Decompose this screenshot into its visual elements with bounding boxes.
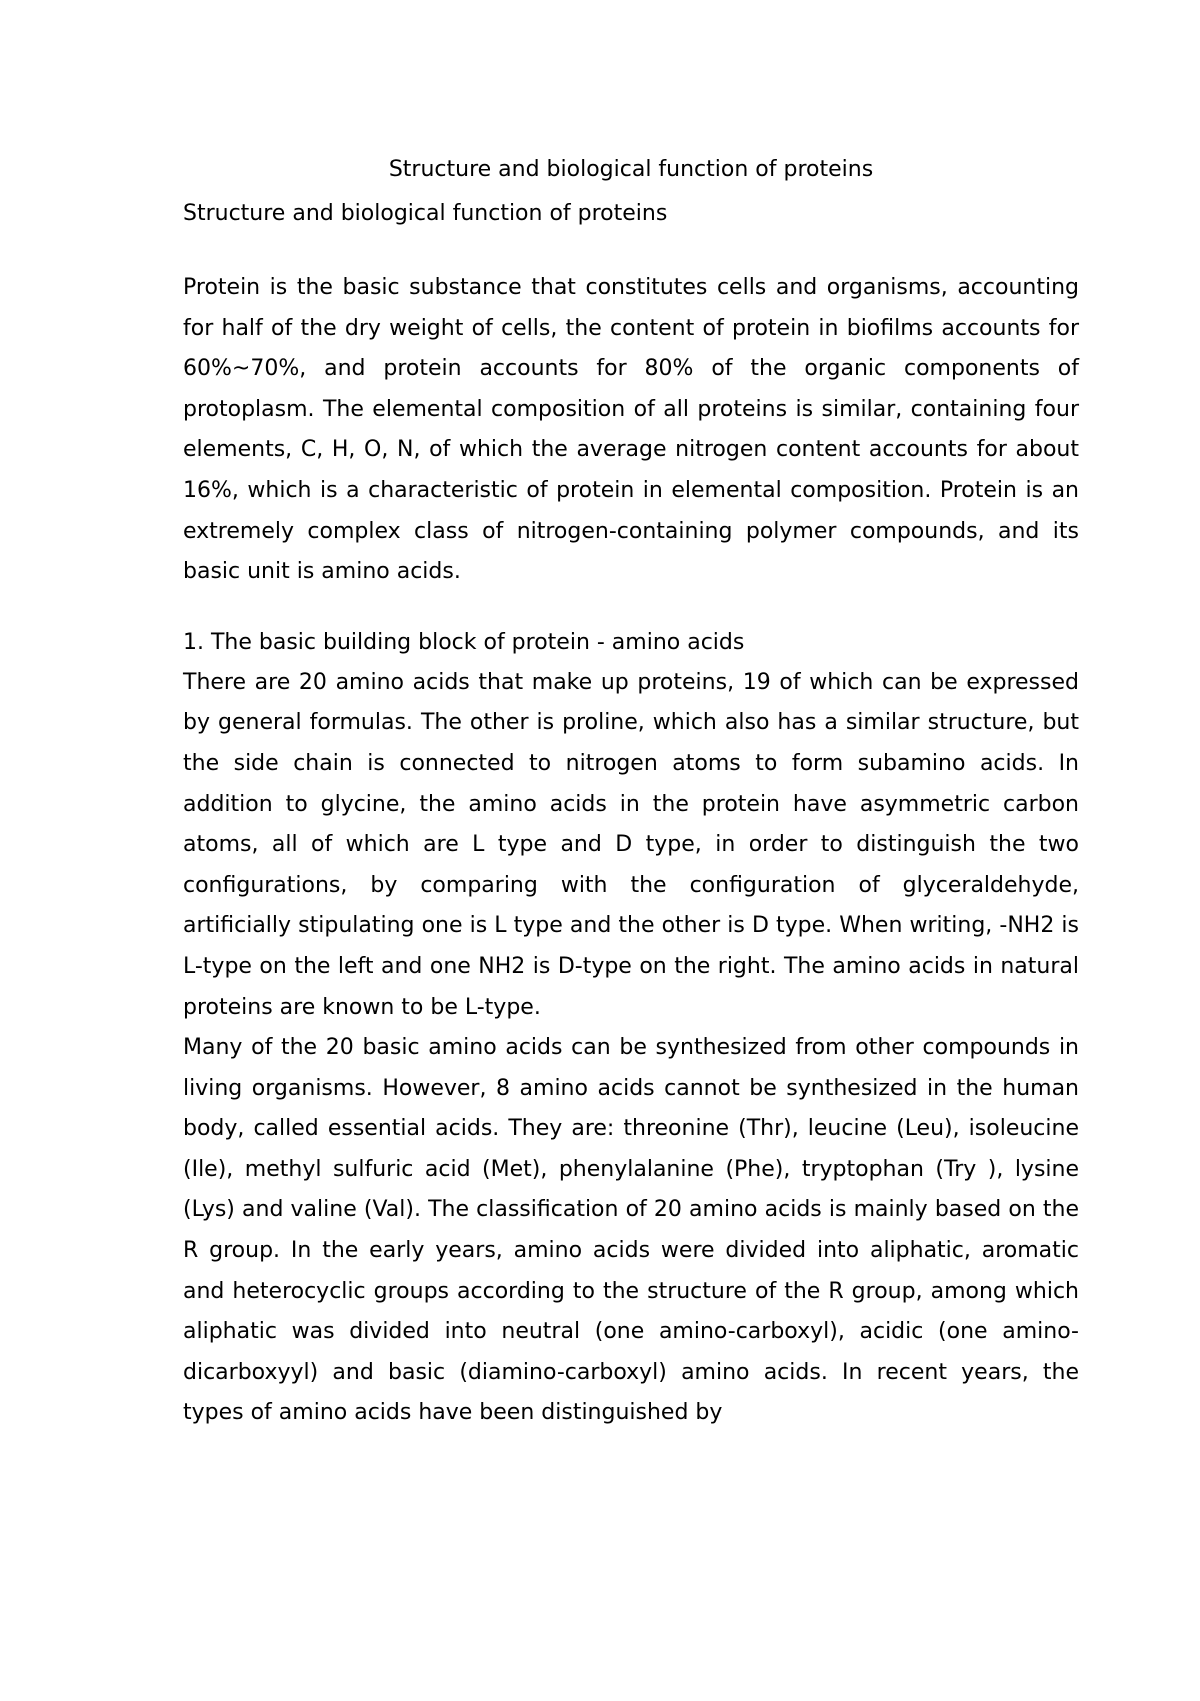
section-paragraph: Many of the 20 basic amino acids can be synthesized from other compounds in living organisms. However, 8 amino acids cannot be synthesized in the human body, called essential acids. They are: threonine (Thr), leucine (Leu), isoleucine (Ile), methyl sulfuric acid (Met), phenylalanine (Phe), tryptophan (Try ), lysine (Lys) and valine (Val). The classification of 20 amino acids is mainly based on the R group. In the early years, amino acids were divided into aliphatic, aromatic and heterocyclic groups according to the structure of the R group, among which aliphatic was divided into neutral (one amino-carboxyl), acidic (one amino-dicarboxyyl) and basic (diamino-carboxyl) amino acids. In recent years, the types of amino acids have been distinguished by — [183, 1035, 1079, 1426]
document-subtitle: Structure and biological function of proteins — [183, 201, 668, 226]
document-title: Structure and biological function of proteins — [388, 157, 874, 182]
section-paragraph: There are 20 amino acids that make up proteins, 19 of which can be expressed by general formulas. The other is proline, which also has a similar structure, but the side chain is connected to nitrogen atoms to form subamino acids. In addition to glycine, the amino acids in the protein have asymmetric carbon atoms, all of which are L type and D type, in order to distinguish the two configurations, by comparing with the configuration of glyceraldehyde, artificially stipulating one is L type and the other is D type. When writing, -NH2 is L-type on the left and one NH2 is D-type on the right. The amino acids in natural proteins are known to be L-type. — [183, 669, 1079, 1020]
document-body — [183, 150, 1079, 1434]
section-heading: 1. The basic building block of protein - amino acids — [183, 629, 745, 655]
intro-paragraph: Protein is the basic substance that constitutes cells and organisms, accounting for half of the dry weight of cells, the content of protein in biofilms accounts for 60%~70%, and protein accounts for 80% of the organic components of protoplasm. The elemental composition of all proteins is similar, containing four elements, C, H, O, N, of which the average nitrogen content accounts for about 16%, which is a characteristic of protein in elemental composition. Protein is an extremely complex class of nitrogen-containing polymer compounds, and its basic unit is amino acids. — [183, 275, 1079, 585]
